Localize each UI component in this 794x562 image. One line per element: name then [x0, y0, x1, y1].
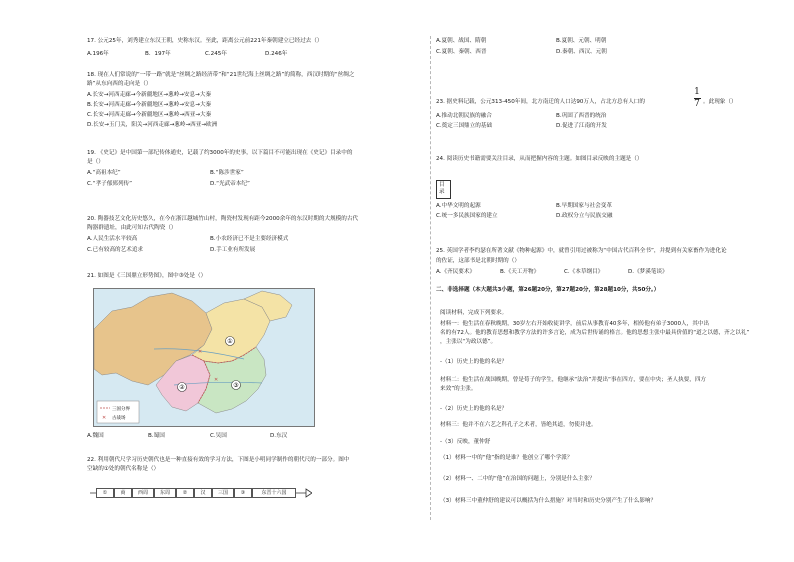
q25-option-c: C.《本草纲目》: [564, 269, 604, 275]
q26-sub-question-1: （1）材料一中的“他”指的是谁？他创立了哪个学派？: [440, 455, 573, 461]
q25-option-d: D.《梦溪笔谈》: [628, 269, 668, 275]
q26-material3: 材料三：他并不在六艺之科孔子之术者，皆绝其道，勿使并进。: [440, 422, 597, 428]
q19-stem-line1: 19. 《史记》是中国第一部纪传体通史，记载了约3000年的史事，以下篇目不可能出现在《史记》目录中的: [87, 150, 353, 156]
q20-option-a: A.人民生活水平较高: [87, 236, 138, 242]
map-svg: [94, 289, 315, 427]
q26-material1-line2: 名的有72人。他的教育思想和教学方法的许多言论，成为后世传诵的格言。他的思想主张中最具价值的“道之以德，齐之以礼”: [440, 330, 750, 336]
q19-option-d: D.“光武帝本纪”: [210, 181, 250, 187]
q23-fraction: [692, 88, 702, 109]
battle-icon-2: ✕: [198, 349, 203, 355]
q24-catalog-label-2: 录: [439, 189, 445, 195]
section-2-heading: 二、非选择题（本大题共3小题，第26题20分，第27题20分，第28题10分，共50分。）: [436, 287, 660, 293]
q26-material1-line3: ，主张以“为政以德”。: [440, 339, 497, 345]
q21-stem: 21. 如图是《三国鼎立形势图》，图中③处是（）: [87, 273, 207, 279]
map-marker-1: ①: [227, 338, 233, 345]
timeline-cell-1: ①: [96, 488, 114, 498]
q24-option-d: D.政权分立与民族交融: [556, 213, 613, 219]
q21-option-a: A.魏国: [87, 433, 104, 439]
q20-option-d: D.手工业有所发展: [210, 247, 256, 253]
q18-option-a: A.长安→河西走廊→今新疆地区→葱岭→安息→大秦: [87, 92, 212, 98]
q18-stem-line1: 18. 现在人们常说的“一带一路”就是“丝绸之路经济带”和“21世纪海上丝绸之路”的简称，西汉时期的“丝绸之: [87, 72, 355, 78]
q19-option-a: A.“高祖本纪”: [87, 170, 121, 176]
q24-catalog-label-1: 目: [439, 182, 445, 188]
q23-option-c: C.奠定三国鼎立的基础: [436, 123, 493, 129]
q22-option-d: D.秦朝、西汉、元朝: [556, 49, 607, 55]
q26-annotation-3: -（3）反映，董仲舒: [440, 439, 491, 445]
q23-fraction-numerator: 1: [694, 87, 700, 97]
q24-option-b: B.早期国家与社会变革: [556, 203, 612, 209]
timeline-cell-3: ③: [234, 488, 252, 498]
q23-fraction-denominator: 7: [694, 99, 700, 109]
q21-option-c: C.吴国: [210, 433, 227, 439]
map-marker-2: ②: [179, 384, 185, 391]
q24-catalog-box: [436, 180, 451, 199]
q26-annotation-2: -（2）历史上的他的名是？: [440, 406, 508, 412]
q17-option-b: B．197年: [145, 51, 171, 57]
q18-stem-line2: 路”从东向西的走向是（）: [87, 81, 152, 87]
q26-intro: 阅读材料，完成下列要求。: [440, 310, 508, 316]
q20-option-c: C.已有较高的艺术追求: [87, 247, 144, 253]
q25-stem-line2: 的佐证，这部书是北朝时期的（）: [436, 258, 520, 264]
legend-border-label: 三国分界: [112, 407, 130, 412]
q18-option-d: D.长安→玉门关，阳关→河西走廊→葱岭→西亚→欧洲: [87, 122, 218, 128]
map-marker-3: ③: [233, 382, 239, 389]
q17-option-c: C.245年: [205, 51, 227, 57]
timeline-cell-xizhou: 西周: [132, 488, 154, 498]
q21-option-d: D.东汉: [270, 433, 288, 439]
q22-stem-line1: 22. 利用朝代尺学习历史朝代也是一种直接有效的学习方法，下图是小明同学制作的朝代尺的一部分。图中: [87, 457, 350, 463]
q26-annotation-1: -（1）历史上的他的名是？: [440, 359, 508, 365]
q18-option-c: C.长安→河西走廊→今新疆地区→葱岭→西亚→大秦: [87, 112, 212, 118]
q17-option-d: D.246年: [265, 51, 288, 57]
battle-icon: ✕: [214, 377, 219, 383]
q23-stem-post: 。此现象（）: [703, 99, 737, 105]
timeline-cell-han: 汉: [194, 488, 212, 498]
q26-material2-line2: 来效”的主张。: [440, 386, 477, 392]
three-kingdoms-map: [93, 288, 315, 427]
q21-option-b: B.蜀国: [148, 433, 165, 439]
timeline-cell-dongjin: 东晋十六国: [252, 488, 296, 498]
column-divider: [430, 36, 431, 520]
q25-option-a: A.《齐民要术》: [436, 269, 476, 275]
q23-option-b: B.巩固了西晋的统治: [556, 113, 607, 119]
q26-material1-line1: 材料一：他生活在春秋晚期，30岁左右开始收徒讲学，前后从事教育40多年，相传他有弟子3000人，其中出: [440, 321, 710, 327]
q26-sub-question-3: （3）材料三中董仲舒的建议可以概括为什么措施？对当时和历史分别产生了什么影响？: [440, 498, 657, 504]
q24-option-c: C.统一多民族国家的建立: [436, 213, 498, 219]
timeline-cell-shang: 商: [114, 488, 132, 498]
q24-option-a: A.中华文明的起源: [436, 203, 481, 209]
q19-stem-line2: 是（）: [87, 159, 104, 165]
q20-stem-line1: 20. 陶器技艺文化历史悠久，在今在浙江越城竹山村，陶瓷村发现有距今2000余年的东汉时期的大规模的古代: [87, 216, 359, 222]
q23-option-a: A.推动北朝民族的融合: [436, 113, 492, 119]
q17-option-a: A.196年: [87, 51, 109, 57]
q17-stem: 17. 公元25年，刘秀建立东汉王朝，史称东汉。至此，距离公元前221年秦朝建立已经过去（）: [87, 38, 323, 44]
q23-option-d: D.促进了江南的开发: [556, 123, 607, 129]
q18-option-b: B.长安→河西走廊→今新疆地区→葱岭→安息→大秦: [87, 102, 212, 108]
q22-option-a: A.夏朝、战国、隋朝: [436, 38, 487, 44]
timeline-cell-2: ②: [176, 488, 194, 498]
dynasty-timeline: [90, 486, 312, 500]
q26-sub-question-2: （2）材料一、二中的“他”在治国的问题上，分别是什么主张？: [440, 476, 595, 482]
q20-stem-line2: 陶器群遗址，由此可知古代陶瓷（）: [87, 225, 177, 231]
q20-option-b: B.小农经济已不是主要经济模式: [210, 236, 289, 242]
q22-option-b: B.夏朝、元朝、明朝: [556, 38, 607, 44]
timeline-cell-dongzhou: 东周: [154, 488, 176, 498]
q19-option-c: C.“孝子郁郅列传”: [87, 181, 133, 187]
q23-stem-pre: 23. 据史料记载，公元313-450年间，北方南迁的人口达90万人，占北方总有人口的: [436, 99, 645, 105]
legend-battle-icon: ✕: [102, 415, 107, 421]
q25-option-b: B.《天工开物》: [500, 269, 540, 275]
q25-stem-line1: 25. 英国学者李约瑟在所著文献《物种起源》中，就曾引用过被称为“中国古代百科全书”，并提到有关家畜作为进化论: [436, 248, 727, 254]
q22-stem-line2: 空缺的①处的朝代名称是（）: [87, 466, 160, 472]
q19-option-b: B.“陈涉世家”: [210, 170, 244, 176]
q22-option-c: C.夏朝、秦朝、西晋: [436, 49, 487, 55]
q24-stem: 24. 阅读历史书籍需要关注目录，从而把握内容的主题。如图目录反映的主题是（）: [436, 156, 643, 162]
q26-material2-line1: 材料二：他生活在战国晚期，曾是荀子的学生，他继承“法治”并提出“事在四方，要在中央；圣人执要，四方: [440, 377, 707, 383]
legend-battle-label: 古战场: [112, 416, 126, 421]
timeline-cell-sanguo: 三国: [212, 488, 234, 498]
